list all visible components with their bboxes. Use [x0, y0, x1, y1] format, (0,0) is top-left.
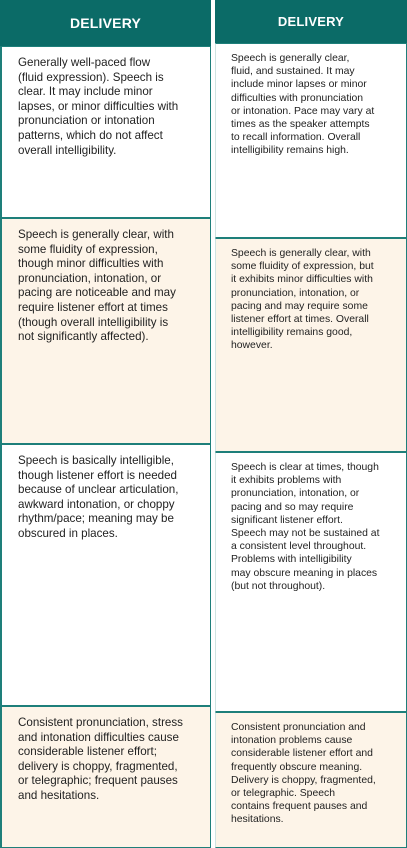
left-delivery-header: DELIVERY [0, 0, 211, 46]
left-cell-2-text: Speech is generally clear, with some fluidity of expression, though minor difficulties with pronunciation, intonation, or pacing are noticeable and may require listener effort at times (though overall intelligibility is not significantly affected). [18, 228, 176, 344]
right-cell-4 [215, 712, 407, 848]
right-cell-2-text: Speech is generally clear, with some fluidity of expression, but it exhibits minor difficulties with pronunciation, intonation, or pacing and may require some listener effort at times. Overall intelligibility remains good, however. [231, 248, 374, 352]
left-cell-1 [0, 46, 211, 218]
left-cell-3-text: Speech is basically intelligible, though listener effort is needed because of unclear articulation, awkward intonation, or choppy rhythm/pace; meaning may be obscured in places. [18, 454, 179, 540]
right-delivery-column [215, 0, 407, 848]
right-delivery-header: DELIVERY [215, 0, 407, 43]
left-cell-4 [0, 706, 211, 848]
left-cell-3 [0, 444, 211, 706]
left-cell-1-text: Generally well-paced flow (fluid expression). Speech is clear. It may include minor lapses, or minor difficulties with pronunciation or intonation patterns, which do not affect overall intelligibility. [18, 56, 179, 157]
left-cell-2 [0, 218, 211, 444]
right-cell-3-text: Speech is clear at times, though it exhibits problems with pronunciation, intonation, or pacing and so may require significant listener effort. Speech may not be sustained at a consistent level throughout. Problems with intelligibility may obscure meaning in places (but not throughout). [231, 462, 380, 592]
right-cell-1 [215, 43, 407, 238]
right-cell-1-text: Speech is generally clear, fluid, and sustained. It may include minor lapses or minor difficulties with pronunciation or intonation. Pace may vary at times as the speaker attempts to recall information. Overall intelligibility remains high. [231, 53, 375, 157]
right-cell-3 [215, 452, 407, 712]
right-cell-4-text: Consistent pronunciation and intonation problems cause considerable listener effort and frequently obscure meaning. Delivery is choppy, fragmented, or telegraphic. Speech contains frequent pauses and hesitations. [231, 722, 376, 826]
left-cell-4-text: Consistent pronunciation, stress and intonation difficulties cause considerable listener effort; delivery is choppy, fragmented, or telegraphic; frequent pauses and hesitations. [18, 716, 183, 802]
right-cell-2 [215, 238, 407, 452]
